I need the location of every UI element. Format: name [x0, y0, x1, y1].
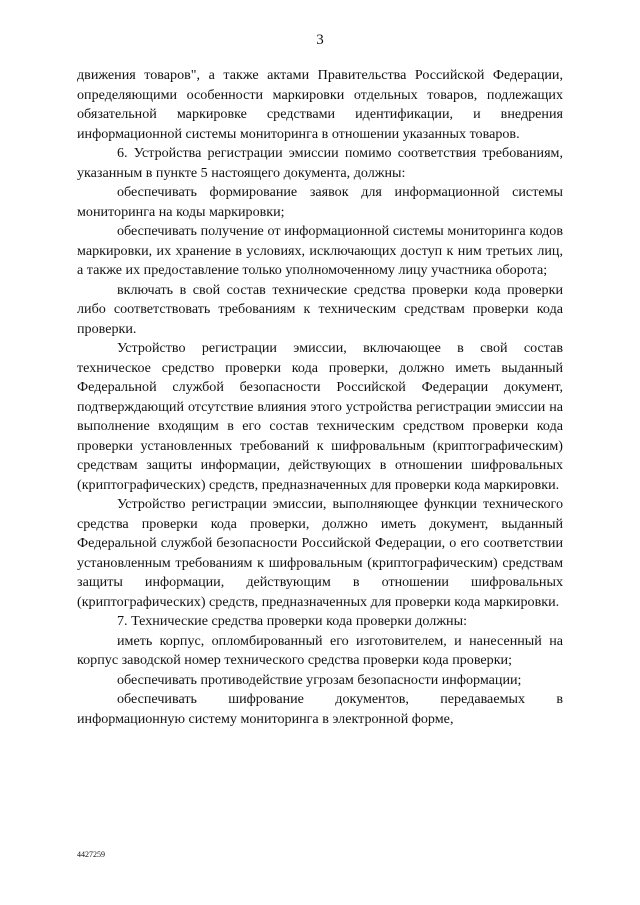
paragraph-item-6-a: обеспечивать формирование заявок для информационной системы мониторинга на коды маркировки;	[77, 184, 563, 220]
paragraph-item-6-d: Устройство регистрации эмиссии, включающее в свой состав техническое средство проверки кода проверки, должно иметь выданный Федеральной службой безопасности Российской Федерации документ, подтверждающий отсутствие влияния этого устройства регистрации эмиссии на выполнение входящим в его состав техническим средством проверки кода проверки установленных требований к шифровальным (криптографическим) средствам защиты информации, действующих в отношении шифровальных (криптографических) средств, предназначенных для проверки кода маркировки.	[77, 340, 563, 493]
paragraph-item-7-c: обеспечивать шифрование документов, передаваемых в информационную систему мониторинга в электронной форме,	[77, 691, 563, 727]
paragraph-item-6-c: включать в свой состав технические средства проверки кода проверки либо соответствовать требованиям к техническим средствам проверки кода проверки.	[77, 281, 563, 337]
paragraph-item-6-e: Устройство регистрации эмиссии, выполняющее функции технического средства проверки кода проверки, должно иметь документ, выданный Федеральной службой безопасности Российской Федерации, о его соответствии установленным требованиям к шифровальным (криптографическим) средствам защиты информации, действующим в отношении шифровальных (криптографических) средств, предназначенных для проверки кода маркировки.	[77, 496, 563, 610]
paragraph-continuation: движения товаров", а также актами Правительства Российской Федерации, определяющими особенности маркировки отдельных товаров, подлежащих обязательной маркировке средствами идентификации, и внедрения информационной системы мониторинга в отношении указанных товаров.	[77, 67, 563, 142]
document-code: 4427259	[77, 850, 105, 859]
paragraph-item-7: 7. Технические средства проверки кода проверки должны:	[117, 613, 467, 629]
paragraph-item-6-b: обеспечивать получение от информационной системы мониторинга кодов маркировки, их хранение в условиях, исключающих доступ к ним третьих лиц, а также их предоставление только уполномоченному лицу участника оборота;	[77, 223, 563, 278]
paragraph-item-6: 6. Устройства регистрации эмиссии помимо соответствия требованиям, указанным в пункте 5 настоящего документа, должны:	[77, 145, 563, 181]
paragraph-item-7-a: иметь корпус, опломбированный его изготовителем, и нанесенный на корпус заводской номер технического средства проверки кода проверки;	[77, 632, 563, 668]
document-body	[77, 66, 563, 729]
page-number: 3	[316, 32, 324, 48]
paragraph-item-7-b: обеспечивать противодействие угрозам безопасности информации;	[117, 671, 522, 688]
